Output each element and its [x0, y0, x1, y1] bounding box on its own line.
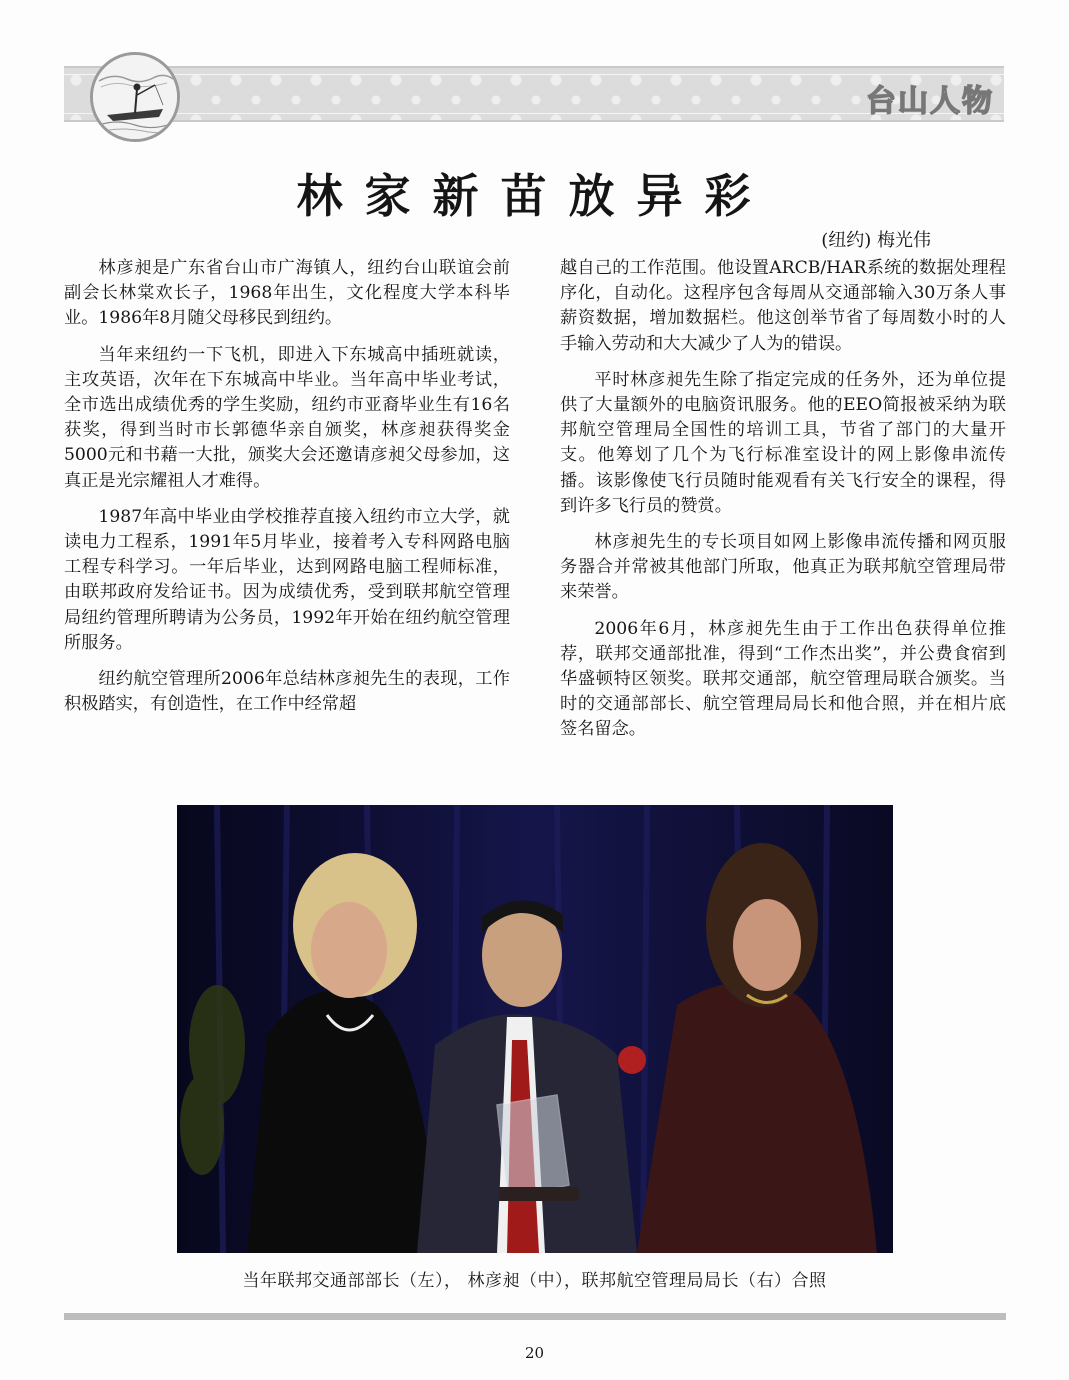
paragraph: 纽约航空管理所2006年总结林彦昶先生的表现，工作积极踏实，有创造性，在工作中经常超	[64, 669, 510, 715]
paragraph: 2006年6月，林彦昶先生由于工作出色获得单位推荐，联邦交通部批准，得到“工作杰出奖”，并公费食宿到华盛顿特区领奖。联邦交通部，航空管理局联合颁奖。当时的交通部部长、航空管理局局长和他合照，并在相片底签名留念。	[560, 618, 1006, 740]
header-rule-top	[64, 74, 1004, 75]
page-number: 20	[524, 1344, 545, 1362]
paragraph: 当年来纽约一下飞机，即进入下东城高中插班就读，主攻英语，次年在下东城高中毕业。当年高中毕业考试，全市选出成绩优秀的学生奖励，纽约市亚裔毕业生有16名获奖，得到当时市长郭德华亲自颁奖，林彦昶获得奖金5000元和书藉一大批，颁奖大会还邀请彦昶父母参加，这真正是光宗耀祖人才难得。	[64, 344, 510, 491]
award-photo	[177, 805, 893, 1253]
article-byline: (纽约) 梅光伟	[821, 230, 931, 251]
article-title: 林家新苗放异彩	[296, 169, 773, 223]
award-photo-illustration	[177, 805, 893, 1253]
header-banner	[64, 66, 1004, 122]
article-column-left	[64, 256, 510, 728]
paragraph: 平时林彦昶先生除了指定完成的任务外，还为单位提供了大量额外的电脑资讯服务。他的EEO简报被采纳为联邦航空管理局全国性的培训工具，节省了部门的大量开支。他筹划了几个为飞行标准室设计的网上影像串流传播。该影像使飞行员随时能观看有关飞行安全的课程，得到许多飞行员的赞赏。	[560, 369, 1006, 516]
fisherman-boat-emblem-icon	[90, 52, 180, 142]
photo-caption: 当年联邦交通部部长（左）， 林彦昶（中），联邦航空管理局局长（右）合照	[242, 1271, 827, 1291]
article-column-right	[560, 256, 1006, 754]
paragraph: 林彦昶先生的专长项目如网上影像串流传播和网页服务器合并常被其他部门所取，他真正为联邦航空管理局带来荣誉。	[560, 532, 1006, 603]
header-rule-bottom	[64, 113, 1004, 114]
paragraph: 1987年高中毕业由学校推荐直接入纽约市立大学，就读电力工程系，1991年5月毕业，接着考入专科网路电脑工程专科学习。一年后毕业，达到网路电脑工程师标准，由联邦政府发给证书。因为成绩优秀，受到联邦航空管理局纽约管理所聘请为公务员，1992年开始在纽约航空管理所服务。	[64, 506, 510, 653]
paragraph-continued: 越自己的工作范围。他设置ARCB/HAR系统的数据处理程序化，自动化。这程序包含每周从交通部输入30万条人事薪资数据，增加数据栏。他这创举节省了每周数小时的人手输入劳动和大大减少了人为的错误。	[560, 258, 1006, 354]
paragraph: 林彦昶是广东省台山市广海镇人，纽约台山联谊会前副会长林棠欢长子，1968年出生，文化程度大学本科毕业。1986年8月随父母移民到纽约。	[64, 258, 510, 329]
footer-rule	[64, 1313, 1006, 1320]
emblem-drawing	[93, 55, 177, 139]
section-label: 台山人物	[866, 84, 994, 119]
